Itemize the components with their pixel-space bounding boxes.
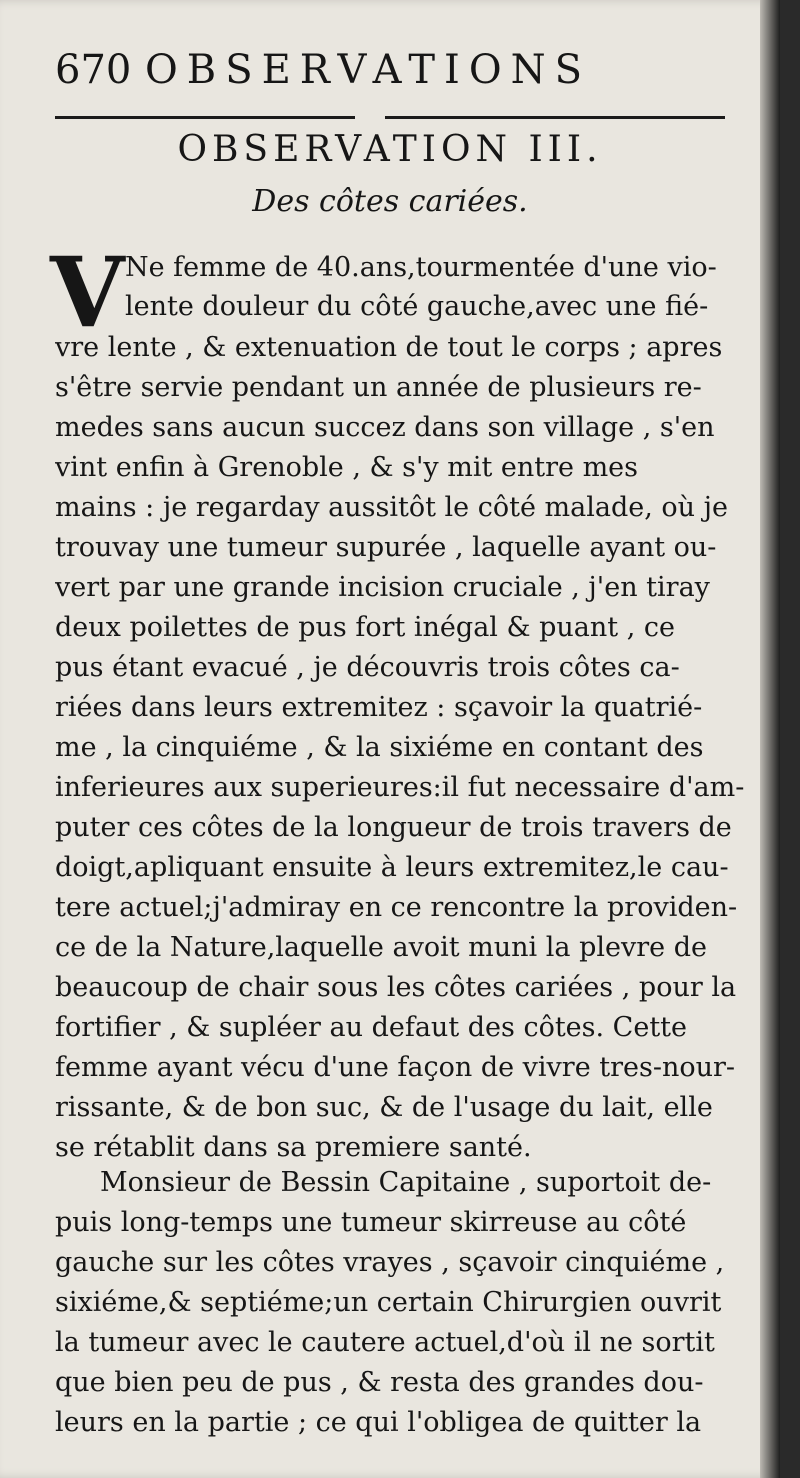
text-line: inferieures aux superieures:il fut necessaire d'am- <box>55 772 745 803</box>
text-line: vre lente , & extenuation de tout le corps ; apres <box>55 332 723 363</box>
text-line: se rétablit dans sa premiere santé. <box>55 1132 532 1163</box>
text-line: puter ces côtes de la longueur de trois travers de <box>55 812 732 843</box>
text-line: puis long-temps une tumeur skirreuse au côté <box>55 1207 687 1238</box>
text-line: femme ayant vécu d'une façon de vivre tres-nour- <box>55 1052 736 1083</box>
text-line: fortifier , & supléer au defaut des côtes. Cette <box>55 1012 687 1043</box>
running-title: OBSERVATIONS <box>145 47 592 93</box>
text-line: Ne femme de 40.ans,tourmentée d'une vio- <box>125 252 717 283</box>
text-line: riées dans leurs extremitez : sçavoir la quatrié- <box>55 692 703 723</box>
text-line: deux poilettes de pus fort inégal & puant , ce <box>55 612 675 643</box>
text-line: que bien peu de pus , & resta des grandes dou- <box>55 1367 704 1398</box>
text-line: la tumeur avec le cautere actuel,d'où il ne sortit <box>55 1327 715 1358</box>
text-line: ce de la Nature,laquelle avoit muni la plevre de <box>55 932 707 963</box>
text-line: vint enfin à Grenoble , & s'y mit entre mes <box>55 452 639 483</box>
observation-subtitle: Des côtes cariées. <box>252 184 528 219</box>
text-line: tere actuel;j'admiray en ce rencontre la providen- <box>55 892 738 923</box>
text-line: beaucoup de chair sous les côtes cariées , pour la <box>55 972 737 1003</box>
text-line: vert par une grande incision cruciale , j'en tiray <box>55 572 710 603</box>
text-line: medes sans aucun succez dans son village , s'en <box>55 412 715 443</box>
running-head <box>55 40 705 100</box>
observation-heading: OBSERVATION III. <box>177 129 603 170</box>
text-line: lente douleur du côté gauche,avec une fié- <box>125 291 709 322</box>
header-rule-ornament <box>355 112 385 122</box>
text-line: gauche sur les côtes vrayes , sçavoir cinquiéme , <box>55 1247 725 1278</box>
text-line: doigt,apliquant ensuite à leurs extremitez,le cau- <box>55 852 729 883</box>
text-line: trouvay une tumeur supurée , laquelle ayant ou- <box>55 532 717 563</box>
header-rule <box>55 116 725 119</box>
page-number: 670 <box>55 47 132 93</box>
text-line: pus étant evacué , je découvris trois côtes ca- <box>55 652 680 683</box>
text-line: mains : je regarday aussitôt le côté malade, où je <box>55 492 728 523</box>
text-line: me , la cinquiéme , & la sixiéme en contant des <box>55 732 704 763</box>
text-line: rissante, & de bon suc, & de l'usage du lait, elle <box>55 1092 713 1123</box>
text-line: s'être servie pendant un année de plusieurs re- <box>55 372 702 403</box>
text-line: sixiéme,& septiéme;un certain Chirurgien ouvrit <box>55 1287 722 1318</box>
text-line: Monsieur de Bessin Capitaine , suportoit de- <box>100 1167 712 1198</box>
text-line: leurs en la partie ; ce qui l'obligea de quitter la <box>55 1407 702 1438</box>
drop-cap-initial: V <box>50 236 125 349</box>
